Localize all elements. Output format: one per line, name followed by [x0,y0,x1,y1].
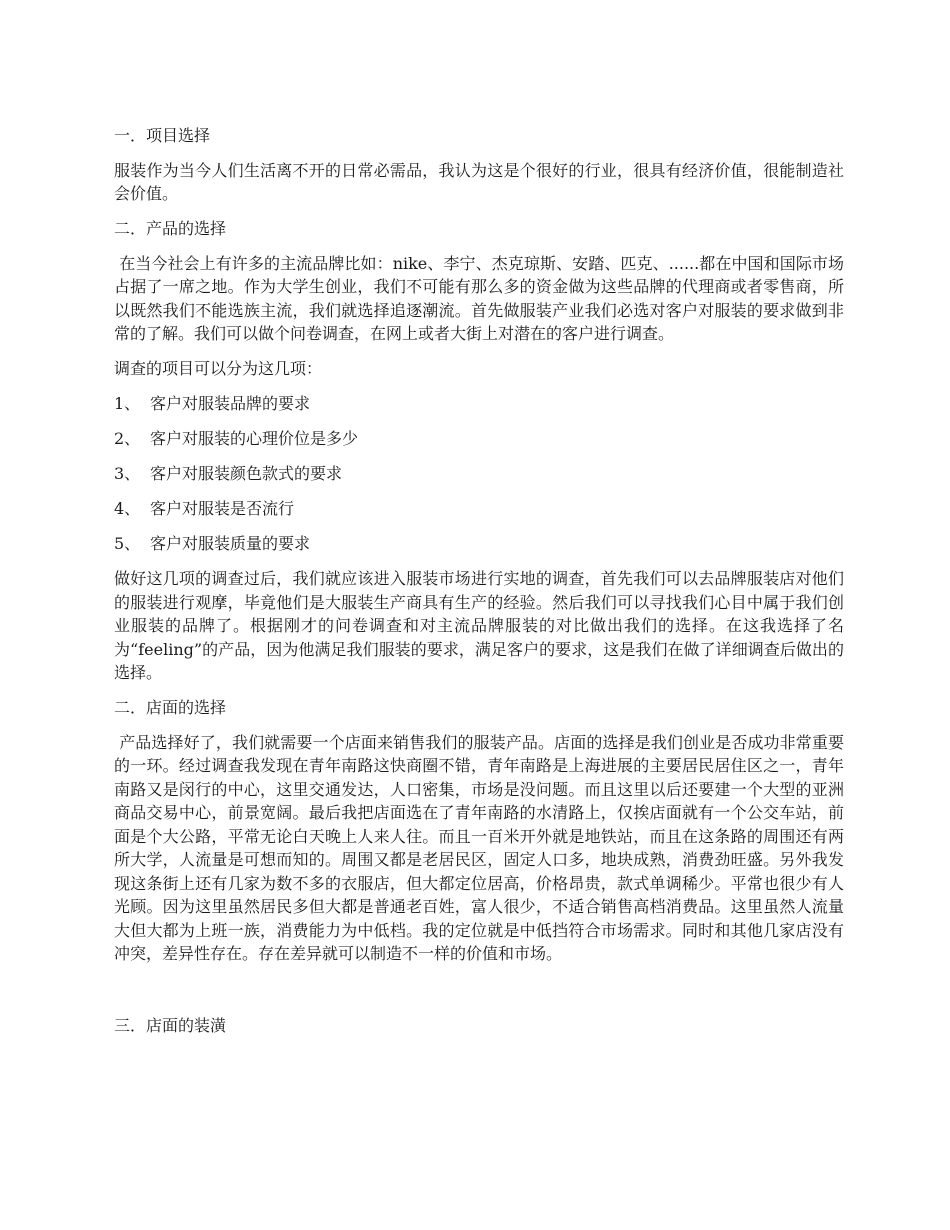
list-item [114,497,844,521]
list-item-number: 3、 [114,464,141,483]
list-item [114,462,844,486]
section-heading-project-selection: 一．项目选择 [114,126,211,145]
section-heading-product-selection: 二．产品的选择 [114,219,227,238]
list-item-number: 2、 [114,429,141,448]
list-item [114,427,844,451]
survey-list [114,392,844,556]
list-item-number: 4、 [114,499,141,518]
list-item-text: 客户对服装品牌的要求 [150,394,311,413]
paragraph-field-research: 做好这几项的调查过后，我们就应该进入服装市场进行实地的调查，首先我们可以去品牌服装店对他们的服装进行观摩，毕竟他们是大服装生产商具有生产的经验。然后我们可以寻找我们心目中属于我们创业服装的品牌了。根据刚才的问卷调查和对主流品牌服装的对比做出我们的选择。在这我选择了名为“feeling”的产品，因为他满足我们服装的要求，满足客户的要求，这是我们在做了详细调查后做出的选择。 [114,569,844,682]
list-item-text: 客户对服装的心理价位是多少 [150,429,359,448]
document-page [114,124,844,1049]
paragraph-store-location: 产品选择好了，我们就需要一个店面来销售我们的服装产品。店面的选择是我们创业是否成功非常重要的一环。经过调查我发现在青年南路这快商圈不错，青年南路是上海进展的主要居民居住区之一，青年南路又是闵行的中心，这里交通发达，人口密集，市场是没问题。而且这里以后还要建一个大型的亚洲商品交易中心，前景宽阔。最后我把店面选在了青年南路的水清路上，仅挨店面就有一个公交车站，前面是个大公路，平常无论白天晚上人来人往。而且一百米开外就是地铁站，而且在这条路的周围还有两所大学，人流量是可想而知的。周围又都是老居民区，固定人口多，地块成熟，消费劲旺盛。另外我发现这条街上还有几家为数不多的衣服店，但大都定位居高，价格昂贵，款式单调稀少。平常也很少有人光顾。因为这里虽然居民多但大都是普通老百姓，富人很少，不适合销售高档消费品。这里虽然人流量大但大都为上班一族，消费能力为中低档。我的定位就是中低挡符合市场需求。同时和其他几家店没有冲突，差异性存在。存在差异就可以制造不一样的价值和市场。 [114,732,844,963]
paragraph-survey-items-intro: 调查的项目可以分为这几项： [114,359,323,378]
list-item-number: 5、 [114,534,141,553]
list-item [114,532,844,556]
list-item-text: 客户对服装是否流行 [150,499,295,518]
list-item-number: 1、 [114,394,141,413]
blank-space [114,977,844,1014]
section-heading-store-decoration: 三．店面的装潢 [114,1016,227,1035]
paragraph-brands: 在当今社会上有许多的主流品牌比如：nike、李宁、杰克琼斯、安踏、匹克、......都在中国和国际市场占据了一席之地。作为大学生创业，我们不可能有那么多的资金做为这些品牌的代理商或者零售商，所以既然我们不能选族主流，我们就选择追逐潮流。首先做服装产业我们必选对客户对服装的要求做到非常的了解。我们可以做个问卷调查，在网上或者大街上对潜在的客户进行调查。 [114,253,844,343]
list-item-text: 客户对服装颜色款式的要求 [150,464,343,483]
paragraph-project-intro: 服装作为当今人们生活离不开的日常必需品，我认为这是个很好的行业，很具有经济价值，很能制造社会价值。 [114,160,844,203]
section-heading-store-selection: 二．店面的选择 [114,698,227,717]
list-item [114,392,844,416]
list-item-text: 客户对服装质量的要求 [150,534,311,553]
